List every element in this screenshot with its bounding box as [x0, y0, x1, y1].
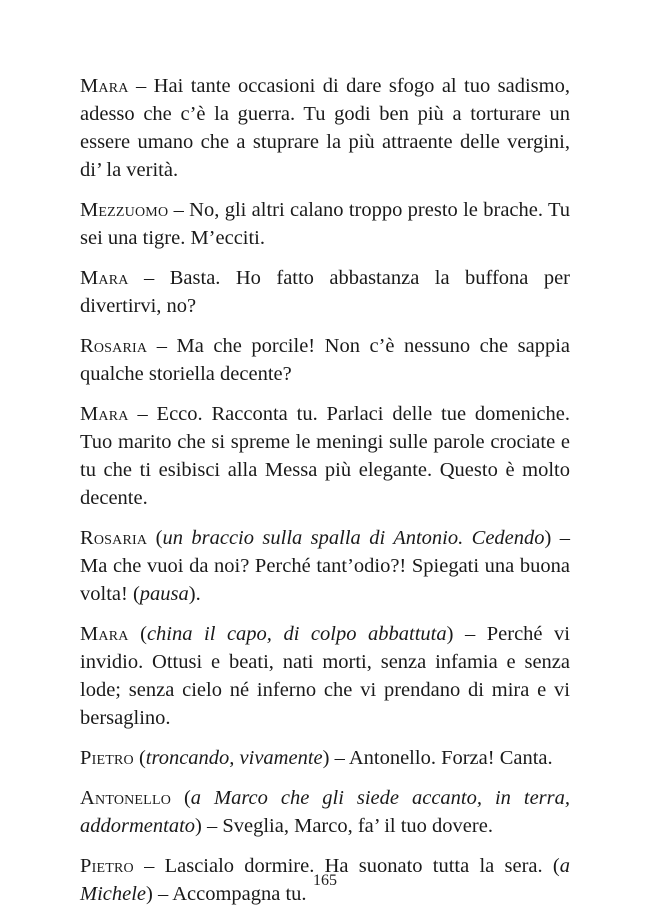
dialogue-text: – Basta. Ho fatto abbastanza la buffona per divertirvi, no? [80, 267, 570, 317]
page-number: 165 [313, 872, 337, 889]
stage-direction: a Marco che gli siede accanto, in terra, addormentato [80, 787, 570, 837]
speaker-name: Pietro [80, 855, 134, 877]
speaker-name: Mezzuomo [80, 199, 169, 221]
stage-close: ). [188, 583, 201, 605]
dialogue-line [80, 72, 570, 184]
dialogue-line [80, 620, 570, 732]
stage-open: ( [147, 527, 163, 549]
dialogue-text: – No, gli altri calano troppo presto le brache. Tu sei una tigre. M’ecciti. [80, 199, 570, 249]
dialogue-text: ) – Antonello. Forza! Canta. [322, 747, 553, 769]
speaker-name: Rosaria [80, 527, 148, 549]
dialogue-line [80, 264, 570, 320]
stage-direction: pausa [139, 583, 189, 605]
stage-direction: troncando, vivamente [145, 747, 323, 769]
dialogue-text: ) – Sveglia, Marco, fa’ il tuo dovere. [195, 815, 493, 837]
dialogue-line [80, 524, 570, 608]
dialogue-line [80, 332, 570, 388]
dialogue-text: – Ma che porcile! Non c’è nessuno che sappia qualche storiella decente? [80, 335, 570, 385]
speaker-name: Pietro [80, 747, 134, 769]
dialogue-line [80, 784, 570, 840]
speaker-name: Antonello [80, 787, 171, 809]
speaker-name: Rosaria [80, 335, 148, 357]
dialogue-text: – Lascialo dormire. Ha suonato tutta la sera. ( [133, 855, 560, 877]
play-script-page [80, 72, 570, 920]
speaker-name: Mara [80, 75, 129, 97]
stage-close: ) – Accompagna tu. [146, 883, 307, 905]
dialogue-text: – Ecco. Racconta tu. Parlaci delle tue domeniche. Tuo marito che si spreme le meningi sulle parole crociate e tu che ti esibisci alla Messa più elegante. Questo è molto decente. [80, 403, 570, 509]
stage-direction: un braccio sulla spalla di Antonio. Cedendo [162, 527, 545, 549]
speaker-name: Mara [80, 267, 129, 289]
dialogue-line [80, 400, 570, 512]
dialogue-text: ) – Ma che vuoi da noi? Perché tant’odio?! Spiegati una buona volta! ( [80, 527, 571, 605]
speaker-name: Mara [80, 403, 129, 425]
dialogue-line [80, 744, 570, 772]
stage-open: ( [128, 623, 147, 645]
stage-open: ( [133, 747, 146, 769]
stage-open: ( [171, 787, 191, 809]
dialogue-line [80, 196, 570, 252]
dialogue-text: – Hai tante occasioni di dare sfogo al tuo sadismo, adesso che c’è la guerra. Tu godi ben più a torturare un essere umano che a stuprare la più attraente delle vergini, di’ la verità. [80, 75, 570, 181]
stage-direction: a Michele [80, 855, 570, 905]
stage-direction: china il capo, di colpo abbattuta [146, 623, 447, 645]
dialogue-text: ) – Perché vi invidio. Ottusi e beati, nati morti, senza infamia e senza lode; senza cielo né inferno che vi prendano di mira e vi bersaglino. [80, 623, 570, 729]
speaker-name: Mara [80, 623, 129, 645]
